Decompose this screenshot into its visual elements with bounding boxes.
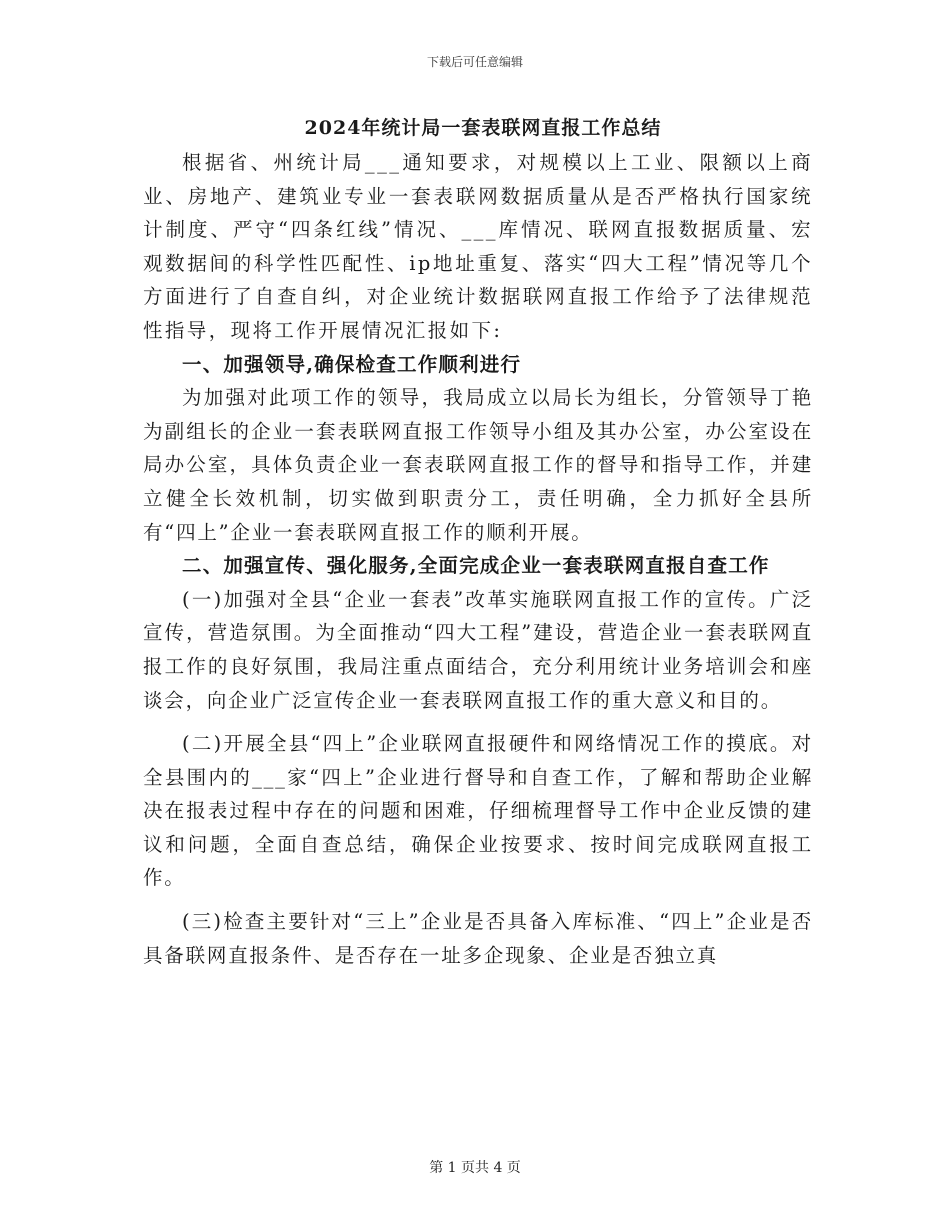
- section-2-item-3: (三)检查主要针对“三上”企业是否具备入库标准、“四上”企业是否具备联网直报条件、是否存在一址多企现象、企业是否独立真: [143, 910, 813, 967]
- section-1-heading: 一、加强领导,确保检查工作顺利进行: [182, 352, 522, 376]
- section-2-heading: 二、加强宣传、强化服务,全面完成企业一套表联网直报自查工作: [182, 554, 770, 578]
- document-body: [143, 110, 813, 972]
- section-1-paragraph: 为加强对此项工作的领导，我局成立以局长为组长，分管领导丁艳为副组长的企业一套表联网直报工作领导小组及其办公室，办公室设在局办公室，具体负责企业一套表联网直报工作的督导和指导工作，并建立健全长效机制，切实做到职责分工，责任明确，全力抓好全县所有“四上”企业一套表联网直报工作的顺利开展。: [143, 386, 813, 544]
- section-2-item-1: (一)加强对全县“企业一套表”改革实施联网直报工作的宣传。广泛宣传，营造氛围。为全面推动“四大工程”建设，营造企业一套表联网直报工作的良好氛围，我局注重点面结合，充分利用统计业务培训会和座谈会，向企业广泛宣传企业一套表联网直报工作的重大意义和目的。: [143, 587, 813, 712]
- document-title: 2024年统计局一套表联网直报工作总结: [304, 117, 662, 139]
- page-number: 第 1 页共 4 页: [429, 1160, 521, 1176]
- section-2-item-2: (二)开展全县“四上”企业联网直报硬件和网络情况工作的摸底。对全县围内的___家“四上”企业进行督导和自查工作，了解和帮助企业解决在报表过程中存在的问题和困难，仔细梳理督导工作中企业反馈的建议和问题，全面自查总结，确保企业按要求、按时间完成联网直报工作。: [143, 732, 813, 890]
- intro-paragraph: 根据省、州统计局___通知要求，对规模以上工业、限额以上商业、房地产、建筑业专业一套表联网数据质量从是否严格执行国家统计制度、严守“四条红线”情况、___库情况、联网直报数据质量、宏观数据间的科学性匹配性、ip地址重复、落实“四大工程”情况等几个方面进行了自查自纠，对企业统计数据联网直报工作给予了法律规范性指导，现将工作开展情况汇报如下:: [143, 151, 813, 342]
- page-header-note: 下载后可任意编辑: [426, 55, 523, 69]
